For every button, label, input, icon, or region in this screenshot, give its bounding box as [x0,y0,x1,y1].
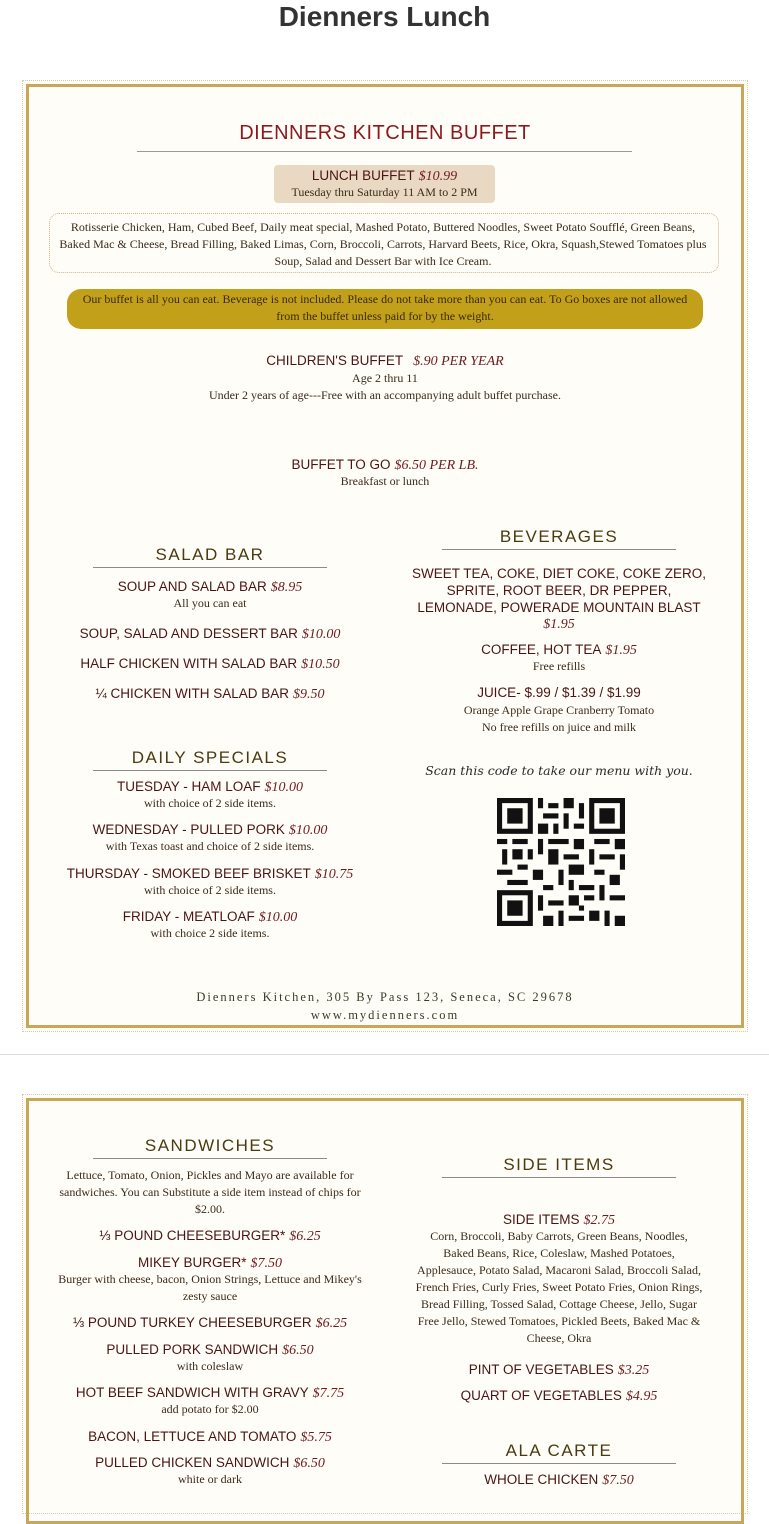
buffet-notice: Our buffet is all you can eat. Beverage is not included. Please do not take more than you can eat. To Go boxes are not allowed from the buffet unless paid for by the weight. [82,292,688,323]
sandwich-name: HOT BEEF SANDWICH WITH GRAVY [75,1385,309,1400]
salad-item-sub: All you can eat [173,596,247,610]
special-price: $10.75 [314,867,354,882]
sandwiches-heading: SANDWICHES [144,1136,276,1155]
sandwiches-rule [93,1158,327,1159]
heading-rule [137,151,632,152]
salad-item-price: $10.50 [301,657,340,672]
sandwich-name: ⅓ POUND TURKEY CHEESEBURGER [72,1315,312,1330]
coffee-name: COFFEE, HOT TEA [481,642,602,657]
sodas-line: LEMONADE, POWERADE MOUNTAIN BLAST [417,600,701,615]
sandwich-name: ⅓ POUND CHEESEBURGER* [99,1228,286,1243]
sandwich-price: $6.50 [282,1343,314,1358]
sodas-line: SWEET TEA, COKE, DIET COKE, COKE ZERO, [411,566,707,581]
special-price: $10.00 [264,780,304,795]
buffet-to-go-name: BUFFET TO GO [291,457,391,472]
special-price: $10.00 [258,910,298,925]
juice-name: JUICE- $.99 / $1.39 / $1.99 [477,685,641,700]
sandwich-name: MIKEY BURGER* [137,1255,247,1270]
quart-vegetables-price: $4.95 [625,1389,658,1404]
menu-page-buffet [22,80,748,1032]
sandwich-price: $7.75 [312,1386,345,1401]
coffee-sub: Free refills [532,659,586,673]
daily-specials-rule [93,770,327,771]
special-sub: with choice 2 side items. [150,926,270,940]
special-name: TUESDAY - HAM LOAF [116,779,261,794]
special-name: FRIDAY - MEATLOAF [122,909,255,924]
salad-item-name: HALF CHICKEN WITH SALAD BAR [80,656,298,671]
sandwich-name: PULLED CHICKEN SANDWICH [95,1455,290,1470]
sandwich-price: $6.25 [315,1316,348,1331]
pint-vegetables-name: PINT OF VEGETABLES [468,1362,614,1377]
buffet-heading: DIENNERS KITCHEN BUFFET [239,122,531,144]
sandwich-price: $6.25 [289,1229,321,1244]
side-items-rule [442,1177,676,1178]
sodas-line: SPRITE, ROOT BEER, DR PEPPER, [446,583,672,598]
side-items-name: SIDE ITEMS [502,1212,580,1227]
salad-bar-rule [93,567,327,568]
sandwich-price: $6.50 [293,1456,325,1471]
sandwich-price: $7.50 [250,1256,283,1271]
sandwich-sub: white or dark [178,1472,242,1486]
special-sub: with choice of 2 side items. [144,796,276,810]
children-buffet-name: CHILDREN'S BUFFET [266,353,404,368]
salad-item-price: $10.00 [301,627,341,642]
special-sub: with choice of 2 side items. [144,883,276,897]
footer-address: Dienners Kitchen, 305 By Pass 123, Seneca, SC 29678 [196,990,574,1004]
daily-specials-heading: DAILY SPECIALS [131,748,289,767]
side-items-price: $2.75 [583,1213,615,1228]
lunch-buffet-hours: Tuesday thru Saturday 11 AM to 2 PM [291,185,478,199]
side-items-list: Corn, Broccoli, Baby Carrots, Green Beans, Noodles, Baked Beans, Rice, Coleslaw, Mashed Potatoes, Applesauce, Potato Salad, Macaroni Salad, Broccoli Salad, French Fries, Curly Fries, Sweet Potato Fries, Onion Rings, Bread Filling, Tossed Salad, Cottage Cheese, Jello, Sugar Free Jello, Stewed Tomatoes, Pickled Beets, Baked Mac & Cheese, Okra [415,1229,703,1345]
sandwich-name: PULLED PORK SANDWICH [106,1342,279,1357]
buffet-to-go-price: $6.50 PER LB. [394,458,479,473]
qr-code[interactable] [497,798,625,926]
pint-vegetables-price: $3.25 [617,1363,650,1378]
beverages-rule [442,549,676,550]
sandwich-sub: Burger with cheese, bacon, Onion Strings, Lettuce and Mikey's zesty sauce [58,1272,362,1303]
children-age: Age 2 thru 11 [352,371,418,385]
side-items-heading: SIDE ITEMS [503,1155,615,1174]
children-buffet-price: $.90 PER YEAR [413,354,504,369]
salad-bar-heading: SALAD BAR [155,545,265,564]
qr-caption: Scan this code to take our menu with you. [425,763,693,778]
special-price: $10.00 [288,823,328,838]
salad-item-name: SOUP, SALAD AND DESSERT BAR [79,626,298,641]
footer-url[interactable]: www.mydienners.com [310,1008,460,1022]
sodas-price: $1.95 [543,617,575,632]
sandwiches-intro: Lettuce, Tomato, Onion, Pickles and Mayo are available for sandwiches. You can Substitute a side item instead of chips for $2.00. [59,1168,361,1216]
children-free-note: Under 2 years of age---Free with an accompanying adult buffet purchase. [209,388,561,402]
quart-vegetables-name: QUART OF VEGETABLES [460,1388,622,1403]
ala-carte-rule [442,1463,676,1464]
salad-item-name: ¼ CHICKEN WITH SALAD BAR [95,686,290,701]
special-name: THURSDAY - SMOKED BEEF BRISKET [66,866,311,881]
salad-item-price: $9.50 [293,687,325,702]
ala-carte-item-price: $7.50 [602,1473,634,1488]
beverages-heading: BEVERAGES [499,527,619,546]
juice-note: No free refills on juice and milk [482,720,636,734]
sandwich-name: BACON, LETTUCE AND TOMATO [88,1429,297,1444]
ala-carte-heading: ALA CARTE [505,1441,613,1460]
ala-carte-item-name: WHOLE CHICKEN [484,1472,599,1487]
page-title: Dienners Lunch [278,1,491,32]
juice-flavors: Orange Apple Grape Cranberry Tomato [463,703,655,717]
menu-page-sandwiches [22,1094,748,1514]
buffet-to-go-sub: Breakfast or lunch [340,474,430,488]
salad-item-name: SOUP AND SALAD BAR [117,579,267,594]
sandwich-sub: with coleslaw [176,1359,244,1373]
lunch-buffet-name: LUNCH BUFFET [311,168,415,183]
special-sub: with Texas toast and choice of 2 side items. [105,839,315,853]
page-divider [0,1054,769,1055]
special-name: WEDNESDAY - PULLED PORK [92,822,285,837]
coffee-price: $1.95 [605,643,637,658]
salad-item-price: $8.95 [270,580,303,595]
sandwich-price: $5.75 [300,1430,332,1445]
sandwich-sub: add potato for $2.00 [161,1402,259,1416]
buffet-items-list: Rotisserie Chicken, Ham, Cubed Beef, Daily meat special, Mashed Potato, Buttered Noodles, Sweet Potato Soufflé, Green Beans, Baked Mac & Cheese, Bread Filling, Baked Limas, Corn, Broccoli, Carrots, Harvard Beets, Rice, Okra, Squash,Stewed Tomatoes plus Soup, Salad and Dessert Bar with Ice Cream. [59,220,707,268]
lunch-buffet-price: $10.99 [418,169,458,184]
